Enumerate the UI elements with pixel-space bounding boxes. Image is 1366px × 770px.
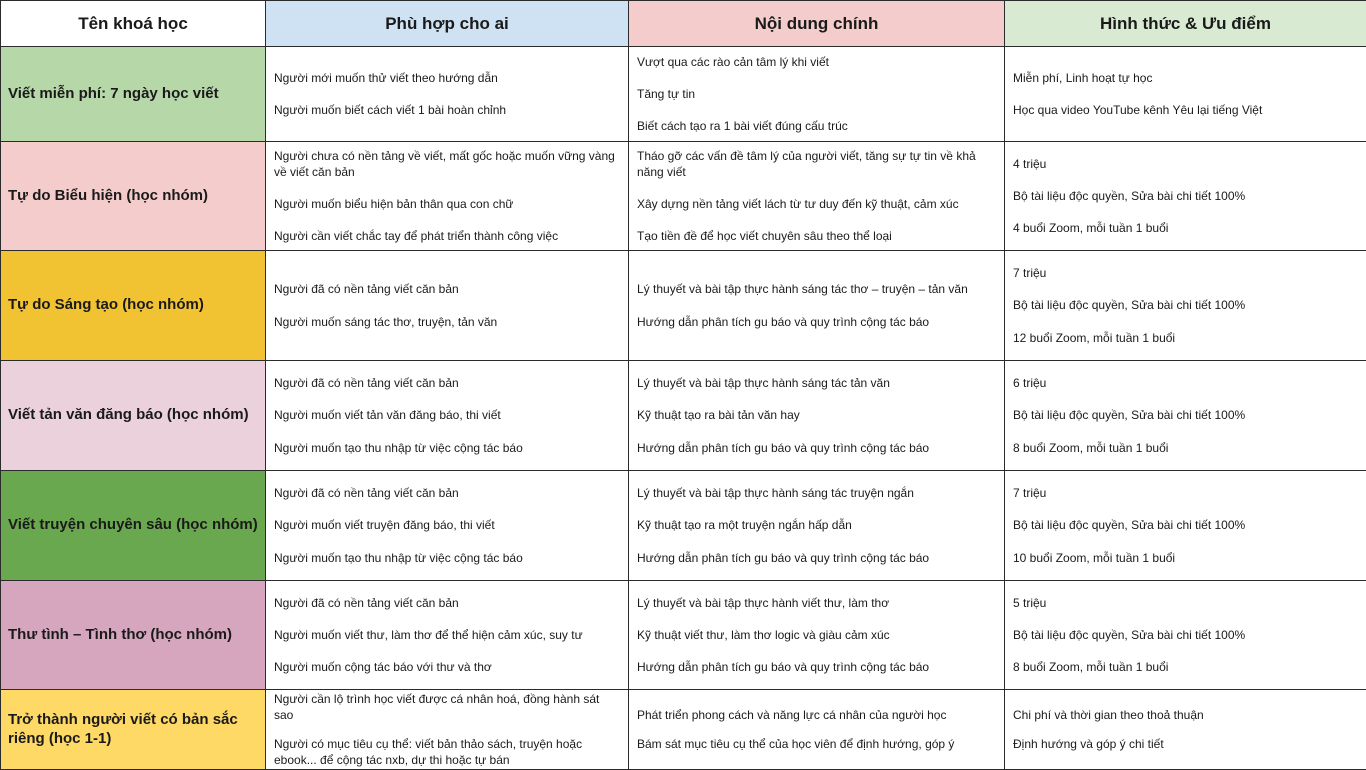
main-content-item: Tháo gỡ các vấn đề tâm lý của người viết, tăng sự tự tin về khả năng viết bbox=[637, 148, 996, 180]
suitable-for-item: Người muốn cộng tác báo với thư và thơ bbox=[274, 659, 620, 675]
course-name: Viết miễn phí: 7 ngày học viết bbox=[1, 47, 266, 142]
main-content-item: Hướng dẫn phân tích gu báo và quy trình cộng tác báo bbox=[637, 440, 996, 456]
suitable-for-item: Người đã có nền tảng viết căn bản bbox=[274, 485, 620, 501]
format-benefits-item: 8 buổi Zoom, mỗi tuần 1 buổi bbox=[1013, 440, 1358, 456]
course-name: Tự do Sáng tạo (học nhóm) bbox=[1, 251, 266, 361]
main-content-cell bbox=[629, 142, 1005, 251]
suitable-for-item: Người muốn tạo thu nhập từ việc cộng tác báo bbox=[274, 550, 620, 566]
course-name: Trở thành người viết có bản sắc riêng (học 1-1) bbox=[1, 690, 266, 770]
suitable-for-item: Người đã có nền tảng viết căn bản bbox=[274, 281, 620, 297]
format-benefits-item: Miễn phí, Linh hoạt tự học bbox=[1013, 70, 1358, 86]
main-content-cell bbox=[629, 361, 1005, 471]
main-content-item: Kỹ thuật tạo ra bài tản văn hay bbox=[637, 407, 996, 423]
main-content-cell bbox=[629, 581, 1005, 690]
format-benefits-item: Định hướng và góp ý chi tiết bbox=[1013, 736, 1358, 752]
suitable-for-cell bbox=[266, 471, 629, 581]
format-benefits-item: Bộ tài liệu độc quyền, Sửa bài chi tiết 100% bbox=[1013, 188, 1358, 204]
main-content-item: Hướng dẫn phân tích gu báo và quy trình cộng tác báo bbox=[637, 659, 996, 675]
format-benefits-cell bbox=[1005, 47, 1366, 142]
format-benefits-item: Bộ tài liệu độc quyền, Sửa bài chi tiết 100% bbox=[1013, 517, 1358, 533]
main-content-item: Phát triển phong cách và năng lực cá nhân của người học bbox=[637, 707, 996, 723]
table-row bbox=[1, 581, 1366, 690]
header-suitable-for: Phù hợp cho ai bbox=[266, 1, 629, 47]
table-row bbox=[1, 690, 1366, 770]
main-content-item: Xây dựng nền tảng viết lách từ tư duy đến kỹ thuật, cảm xúc bbox=[637, 196, 996, 212]
suitable-for-cell bbox=[266, 142, 629, 251]
suitable-for-item: Người muốn viết thư, làm thơ để thể hiện cảm xúc, suy tư bbox=[274, 627, 620, 643]
suitable-for-item: Người muốn biết cách viết 1 bài hoàn chỉnh bbox=[274, 102, 620, 118]
format-benefits-item: 6 triệu bbox=[1013, 375, 1358, 391]
course-name: Viết tản văn đăng báo (học nhóm) bbox=[1, 361, 266, 471]
suitable-for-cell bbox=[266, 581, 629, 690]
format-benefits-cell bbox=[1005, 581, 1366, 690]
table-row bbox=[1, 47, 1366, 142]
suitable-for-item: Người có mục tiêu cụ thể: viết bản thảo sách, truyện hoặc ebook... để cộng tác nxb, dự thi hoặc tự bán bbox=[274, 736, 620, 768]
header-format-benefits: Hình thức & Ưu điểm bbox=[1005, 1, 1366, 47]
suitable-for-cell bbox=[266, 47, 629, 142]
suitable-for-item: Người muốn biểu hiện bản thân qua con chữ bbox=[274, 196, 620, 212]
main-content-item: Tạo tiền đề để học viết chuyên sâu theo thể loại bbox=[637, 228, 996, 244]
main-content-item: Lý thuyết và bài tập thực hành viết thư, làm thơ bbox=[637, 595, 996, 611]
main-content-cell bbox=[629, 251, 1005, 361]
main-content-item: Lý thuyết và bài tập thực hành sáng tác truyện ngắn bbox=[637, 485, 996, 501]
format-benefits-cell bbox=[1005, 471, 1366, 581]
main-content-item: Hướng dẫn phân tích gu báo và quy trình cộng tác báo bbox=[637, 550, 996, 566]
suitable-for-item: Người muốn viết truyện đăng báo, thi viết bbox=[274, 517, 620, 533]
suitable-for-item: Người mới muốn thử viết theo hướng dẫn bbox=[274, 70, 620, 86]
format-benefits-item: 4 buổi Zoom, mỗi tuần 1 buổi bbox=[1013, 220, 1358, 236]
suitable-for-item: Người chưa có nền tảng về viết, mất gốc hoặc muốn vững vàng về viết căn bản bbox=[274, 148, 620, 180]
main-content-item: Bám sát mục tiêu cụ thể của học viên để định hướng, góp ý bbox=[637, 736, 996, 752]
suitable-for-item: Người cần viết chắc tay để phát triển thành công việc bbox=[274, 228, 620, 244]
main-content-item: Vượt qua các rào cản tâm lý khi viết bbox=[637, 54, 996, 70]
table-row bbox=[1, 251, 1366, 361]
format-benefits-item: Bộ tài liệu độc quyền, Sửa bài chi tiết 100% bbox=[1013, 407, 1358, 423]
suitable-for-cell bbox=[266, 690, 629, 770]
suitable-for-cell bbox=[266, 361, 629, 471]
course-name: Thư tình – Tình thơ (học nhóm) bbox=[1, 581, 266, 690]
suitable-for-item: Người đã có nền tảng viết căn bản bbox=[274, 375, 620, 391]
header-main-content: Nội dung chính bbox=[629, 1, 1005, 47]
main-content-cell bbox=[629, 690, 1005, 770]
format-benefits-item: 4 triệu bbox=[1013, 156, 1358, 172]
format-benefits-cell bbox=[1005, 142, 1366, 251]
main-content-item: Lý thuyết và bài tập thực hành sáng tác thơ – truyện – tản văn bbox=[637, 281, 996, 297]
suitable-for-item: Người muốn sáng tác thơ, truyện, tản văn bbox=[274, 314, 620, 330]
main-content-item: Kỹ thuật viết thư, làm thơ logic và giàu cảm xúc bbox=[637, 627, 996, 643]
header-course-name: Tên khoá học bbox=[1, 1, 266, 47]
format-benefits-item: Bộ tài liệu độc quyền, Sửa bài chi tiết 100% bbox=[1013, 297, 1358, 313]
header-row bbox=[1, 1, 1366, 47]
format-benefits-item: 5 triệu bbox=[1013, 595, 1358, 611]
main-content-item: Biết cách tạo ra 1 bài viết đúng cấu trúc bbox=[637, 118, 996, 134]
format-benefits-item: Chi phí và thời gian theo thoả thuận bbox=[1013, 707, 1358, 723]
main-content-item: Tăng tự tin bbox=[637, 86, 996, 102]
suitable-for-item: Người cần lộ trình học viết được cá nhân hoá, đồng hành sát sao bbox=[274, 691, 620, 723]
course-name: Tự do Biểu hiện (học nhóm) bbox=[1, 142, 266, 251]
format-benefits-cell bbox=[1005, 361, 1366, 471]
format-benefits-item: 7 triệu bbox=[1013, 265, 1358, 281]
format-benefits-item: 12 buổi Zoom, mỗi tuần 1 buổi bbox=[1013, 330, 1358, 346]
table-row bbox=[1, 471, 1366, 581]
suitable-for-item: Người muốn tạo thu nhập từ việc cộng tác báo bbox=[274, 440, 620, 456]
main-content-item: Hướng dẫn phân tích gu báo và quy trình cộng tác báo bbox=[637, 314, 996, 330]
format-benefits-cell bbox=[1005, 690, 1366, 770]
table-row bbox=[1, 361, 1366, 471]
course-name: Viết truyện chuyên sâu (học nhóm) bbox=[1, 471, 266, 581]
format-benefits-item: 10 buổi Zoom, mỗi tuần 1 buổi bbox=[1013, 550, 1358, 566]
format-benefits-item: Học qua video YouTube kênh Yêu lại tiếng Việt bbox=[1013, 102, 1358, 118]
main-content-cell bbox=[629, 471, 1005, 581]
format-benefits-item: Bộ tài liệu độc quyền, Sửa bài chi tiết 100% bbox=[1013, 627, 1358, 643]
format-benefits-item: 7 triệu bbox=[1013, 485, 1358, 501]
suitable-for-item: Người đã có nền tảng viết căn bản bbox=[274, 595, 620, 611]
main-content-item: Lý thuyết và bài tập thực hành sáng tác tản văn bbox=[637, 375, 996, 391]
main-content-item: Kỹ thuật tạo ra một truyện ngắn hấp dẫn bbox=[637, 517, 996, 533]
suitable-for-cell bbox=[266, 251, 629, 361]
suitable-for-item: Người muốn viết tản văn đăng báo, thi viết bbox=[274, 407, 620, 423]
format-benefits-cell bbox=[1005, 251, 1366, 361]
format-benefits-item: 8 buổi Zoom, mỗi tuần 1 buổi bbox=[1013, 659, 1358, 675]
main-content-cell bbox=[629, 47, 1005, 142]
table-row bbox=[1, 142, 1366, 251]
